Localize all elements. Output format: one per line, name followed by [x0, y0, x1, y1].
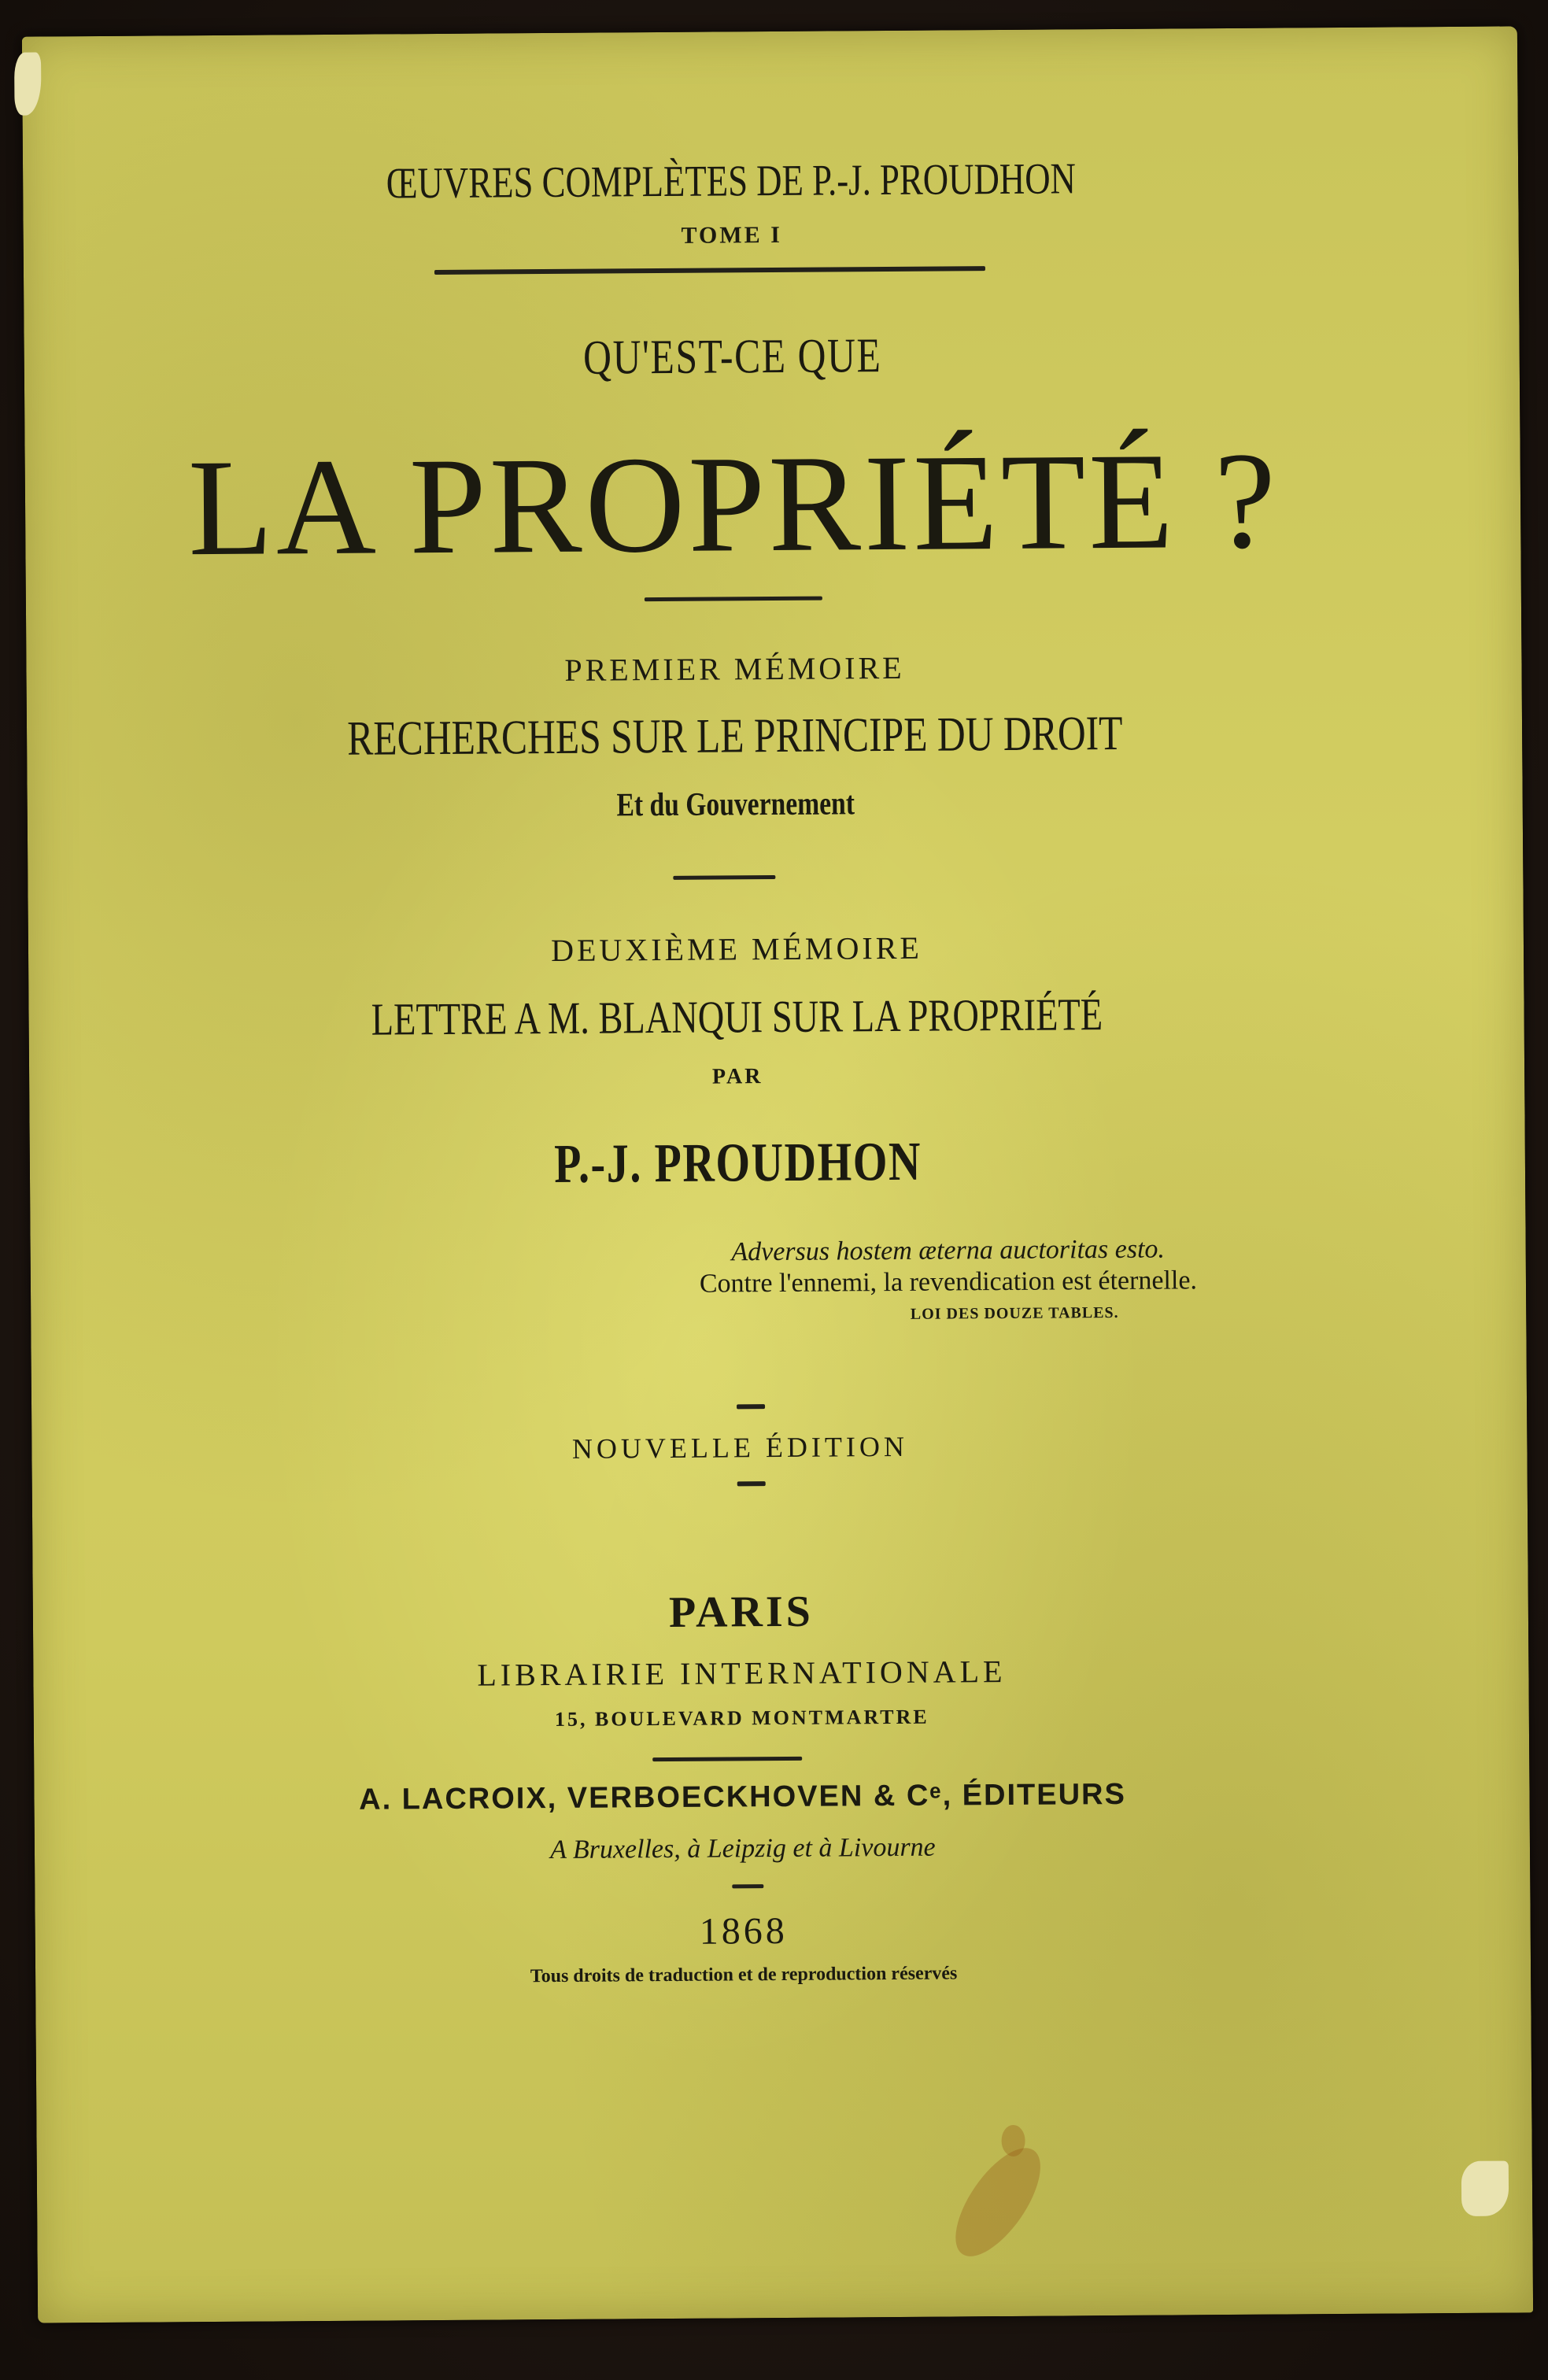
page-title: LA PROPRIÉTÉ ?: [187, 423, 1280, 586]
rights-notice: Tous droits de traduction et de reproduction réservés: [530, 1963, 958, 1987]
memoir1-subtitle: RECHERCHES SUR LE PRINCIPE DU DROIT: [347, 706, 1123, 766]
memoir2-heading: DEUXIÈME MÉMOIRE: [550, 929, 923, 969]
rule-memoir: [673, 875, 775, 880]
series-title: ŒUVRES COMPLÈTES DE P.-J. PROUDHON: [386, 154, 1077, 209]
rule-title: [645, 597, 822, 602]
memoir1-heading: PREMIER MÉMOIRE: [564, 649, 905, 688]
by-label: PAR: [711, 1064, 763, 1089]
corner-tear: [1461, 2161, 1509, 2216]
stain-mark: [940, 2134, 1056, 2269]
rule-header: [434, 266, 985, 275]
publication-year: 1868: [699, 1909, 788, 1953]
top-corner-tear: [14, 52, 42, 115]
volume-label: TOME I: [681, 221, 782, 249]
title-prefix: QU'EST-CE QUE: [582, 329, 882, 385]
publisher-house: LIBRAIRIE INTERNATIONALE: [477, 1653, 1007, 1693]
memoir1-subtitle2: Et du Gouvernement: [616, 785, 855, 824]
publisher-editors: A. LACROIX, VERBOECKHOVEN & Cᵉ, ÉDITEURS: [359, 1777, 1127, 1816]
epigraph-latin: Adversus hostem æterna auctoritas esto.: [731, 1234, 1166, 1267]
edition-label: NOUVELLE ÉDITION: [571, 1430, 909, 1465]
stain-mark-small: [1001, 2125, 1025, 2156]
epigraph-french: Contre l'ennemi, la revendication est éternelle.: [699, 1266, 1198, 1299]
publisher-city: PARIS: [668, 1587, 815, 1637]
rule-edition-bottom: [737, 1481, 766, 1486]
rule-edition-top: [737, 1404, 765, 1409]
author-name: P.-J. PROUDHON: [554, 1131, 922, 1195]
publisher-branches: A Bruxelles, à Leipzig et à Livourne: [550, 1832, 936, 1865]
rule-year: [732, 1884, 763, 1888]
publisher-address: 15, BOULEVARD MONTMARTRE: [554, 1705, 929, 1731]
epigraph-source: LOI DES DOUZE TABLES.: [910, 1303, 1119, 1323]
memoir2-subtitle: LETTRE A M. BLANQUI SUR LA PROPRIÉTÉ: [371, 989, 1103, 1045]
rule-publisher: [652, 1757, 802, 1761]
book-cover: [22, 26, 1533, 2323]
